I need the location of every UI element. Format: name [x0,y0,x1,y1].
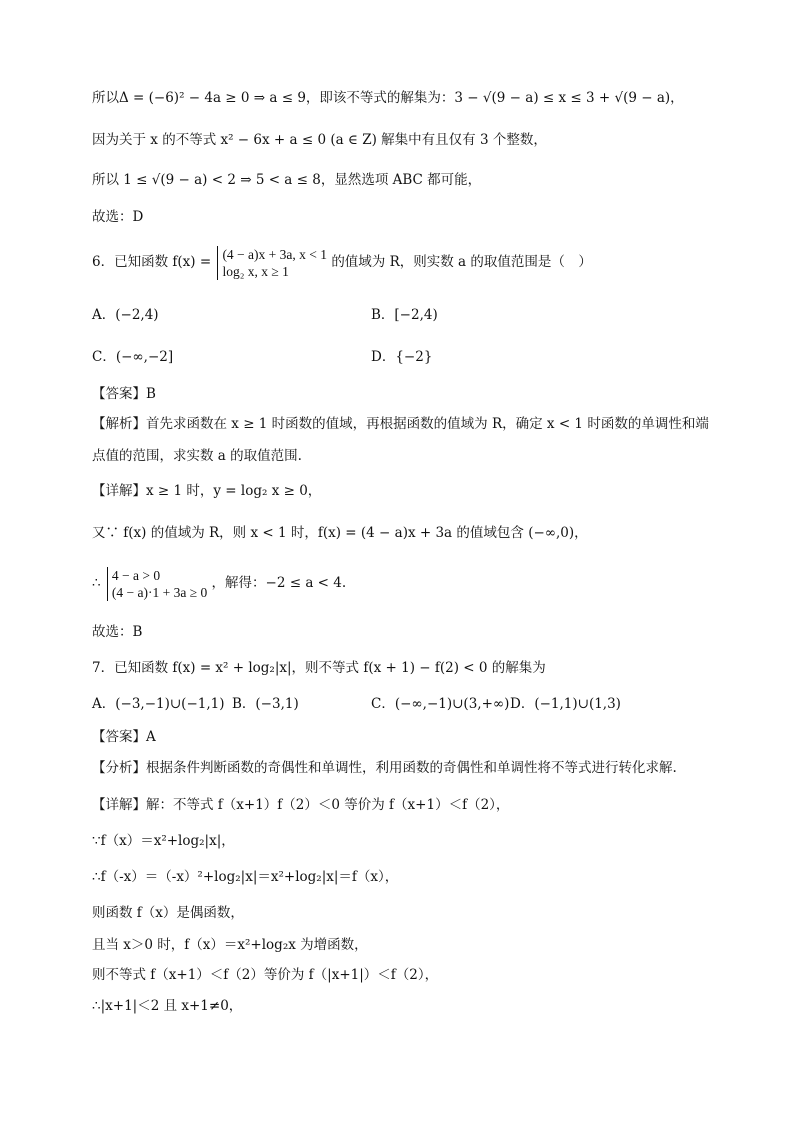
q6-system-row-1: 4 − a > 0 [111,567,161,583]
q7-detail-line-1: 【详解】解：不等式 f（x+1）f（2）＜0 等价为 f（x+1）＜f（2）， [92,797,510,813]
q6-option-d: D．{−2} [371,349,433,365]
q7-option-c: C．(−∞,−1)∪(3,+∞) [371,696,510,712]
q7-detail-line-4: 则函数 f（x）是偶函数， [92,905,244,921]
q6-analysis-line-1: 【解析】首先求函数在 x ≥ 1 时函数的值域，再根据函数的值域为 R，确定 x < 1 时函数的单调性和端 [92,416,709,432]
q6-option-b: B．[−2,4) [371,307,438,323]
q7-option-b: B．(−3,1) [232,696,299,712]
q6-detail-line-1: 【详解】x ≥ 1 时，y = log₂ x ≥ 0， [92,483,322,499]
q6-detail-line-2: 又∵ f(x) 的值域为 R，则 x < 1 时，f(x) = (4 − a)x + 3a 的值域包含 (−∞,0)， [92,525,588,541]
prev-line-1: 所以Δ = (−6)² − 4a ≥ 0 ⇒ a ≤ 9，即该不等式的解集为：3 − √(9 − a) ≤ x ≤ 3 + √(9 − a)， [92,90,684,106]
q6-system-result: ，解得：−2 ≤ a < 4. [211,575,347,591]
prev-line-3: 所以 1 ≤ √(9 − a) < 2 ⇒ 5 < a ≤ 8，显然选项 ABC 都可能， [92,172,482,188]
q7-detail-line-7: ∴|x+1|＜2 且 x+1≠0， [92,998,243,1014]
q6-option-a: A．(−2,4) [92,307,159,323]
q6-option-c: C．(−∞,−2] [92,349,174,365]
q7-option-d: D．(−1,1)∪(1,3) [510,696,621,712]
q7-answer: 【答案】A [92,729,156,745]
q6-choose: 故选：B [92,624,143,640]
q7-detail-line-2: ∵f（x）＝x²+log₂|x|， [92,833,235,849]
q7-detail-line-5: 且当 x＞0 时，f（x）＝x²+log₂x 为增函数， [92,937,368,953]
q6-stem [92,243,592,281]
q6-stem-suffix: 的值域为 R，则实数 a 的取值范围是（ ） [331,254,592,270]
q7-detail-line-3: ∴f（-x）＝（-x）²+log₂|x|＝x²+log₂|x|＝f（x）， [92,869,399,885]
q6-stem-prefix: 6．已知函数 f(x) = [92,254,212,270]
q6-analysis-line-2: 点值的范围，求实数 a 的取值范围. [92,448,302,464]
q7-analysis: 【分析】根据条件判断函数的奇偶性和单调性，利用函数的奇偶性和单调性将不等式进行转化求解. [92,760,677,776]
q6-system [92,564,346,602]
q7-detail-line-6: 则不等式 f（x+1）＜f（2）等价为 f（|x+1|）＜f（2）， [92,967,439,983]
q6-system-row-2: (4 − a)·1 + 3a ≥ 0 [111,584,208,600]
q6-inequality-system [107,567,207,601]
q6-therefore-symbol: ∴ [92,575,101,591]
q6-case-2: log₂ x, x ≥ 1 [222,263,289,279]
q7-option-a: A．(−3,−1)∪(−1,1) [92,696,225,712]
prev-line-2: 因为关于 x 的不等式 x² − 6x + a ≤ 0 (a ∈ Z) 解集中有且仅有 3 个整数， [92,132,547,148]
prev-choose: 故选：D [92,209,144,225]
q6-answer: 【答案】B [92,386,156,402]
q6-case-1: (4 − a)x + 3a, x < 1 [222,246,328,262]
q7-stem: 7．已知函数 f(x) = x² + log₂|x|，则不等式 f(x + 1) − f(2) < 0 的解集为 [92,660,546,676]
q6-piecewise [217,246,327,280]
